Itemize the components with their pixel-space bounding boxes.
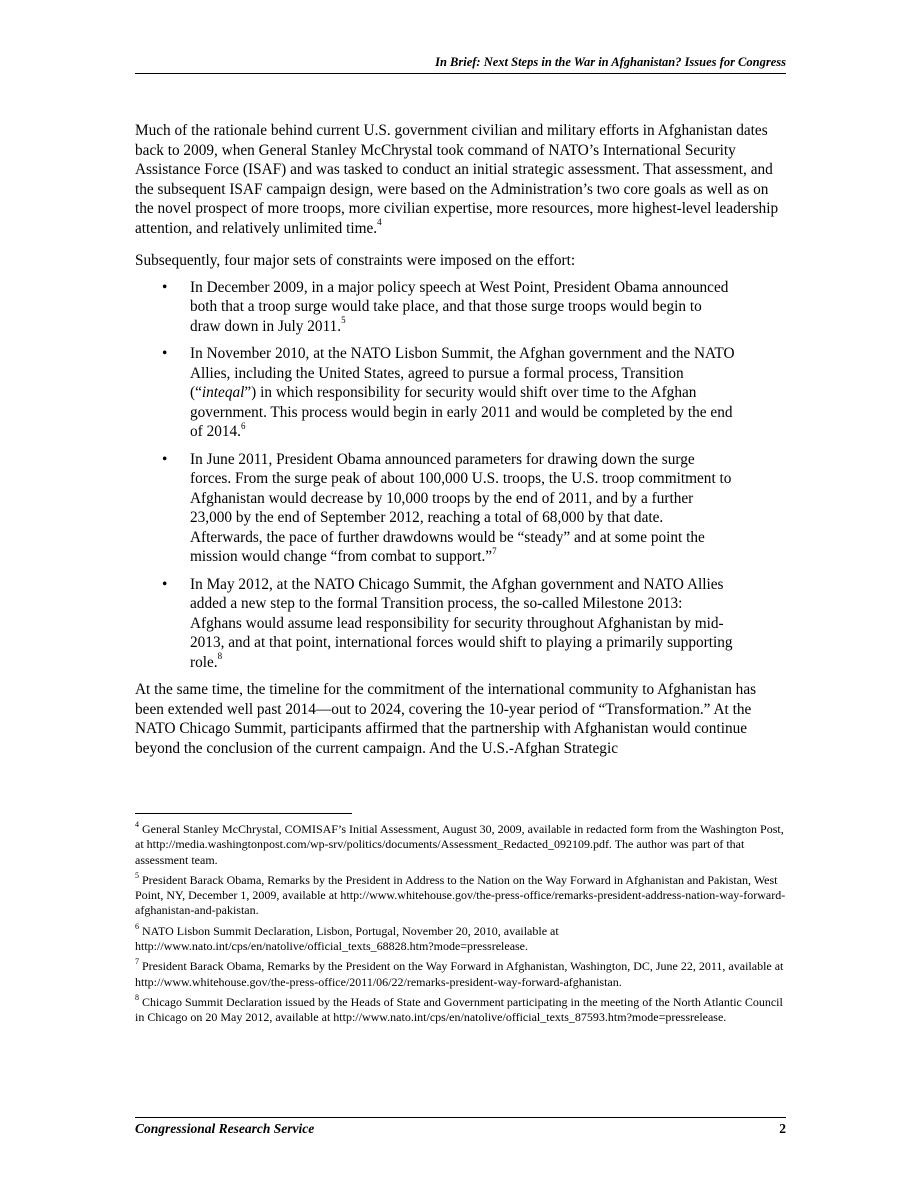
footnote-ref-4[interactable]: 4 [377, 217, 382, 228]
footnote-text: General Stanley McChrystal, COMISAF’s Initial Assessment, August 30, 2009, available in redacted form from the Washington Post, at http://media.washingtonpost.com/wp-srv/politics/documents/Assessment_Redacted_092109.pdf. The author was part of that assessment team. [135, 822, 784, 867]
footnote [135, 992, 786, 1026]
footnote-number: 5 [135, 870, 139, 880]
paragraph-constraints-intro: Subsequently, four major sets of constraints were imposed on the effort: [135, 252, 576, 269]
list-item [135, 278, 736, 337]
footnote-ref-5[interactable]: 5 [341, 315, 346, 326]
bullet-text-italic: inteqal [201, 384, 245, 401]
paragraph-timeline: At the same time, the timeline for the commitment of the international community to Afghanistan has been extended well past 2014—out to 2024, covering the 10-year period of “Transformation.” At the NATO Chicago Summit, participants affirmed that the partnership with Afghanistan would continue beyond the conclusion of the current campaign. And the U.S.-Afghan Strategic [135, 681, 757, 757]
footnotes-section [135, 822, 786, 1031]
footnote-number: 4 [135, 820, 139, 829]
footnote [135, 870, 786, 919]
bullet-text: In December 2009, in a major policy speech at West Point, President Obama announced both that a troop surge would take place, and that those surge troops would begin to draw down in July 2011. [190, 278, 729, 335]
constraints-list [135, 278, 786, 673]
footnote-number: 7 [135, 957, 139, 967]
footer-divider [135, 1117, 786, 1118]
footnote-number: 6 [135, 921, 139, 931]
footnote-number: 8 [135, 992, 139, 1002]
bullet-icon: • [162, 278, 168, 296]
paragraph-rationale-text: Much of the rationale behind current U.S. government civilian and military efforts in Afghanistan dates back to 2009, when General Stanley McChrystal took command of NATO’s International Security Assistance Force (ISAF) and was tasked to conduct an initial strategic assessment. That assessment, and the subsequent ISAF campaign design, were based on the Administration’s two core goals as well as on the novel prospect of more troops, more civilian expertise, more resources, more highest-level leadership attention, and relatively unlimited time. [135, 122, 779, 237]
footnote-ref-6[interactable]: 6 [241, 420, 246, 431]
list-item [135, 344, 736, 442]
bullet-icon: • [162, 575, 168, 593]
footnote [135, 822, 786, 868]
running-header-title: In Brief: Next Steps in the War in Afghanistan? Issues for Congress [435, 55, 786, 69]
footnote-ref-8[interactable]: 8 [217, 651, 223, 662]
list-item [135, 450, 736, 567]
bullet-text: In May 2012, at the NATO Chicago Summit, the Afghan government and NATO Allies added a new step to the formal Transition process, the so-called Milestone 2013: Afghans would assume lead responsibility for security throughout Afghanistan by mid-2013, and at that point, international forces would shift to playing a primarily supporting role. [190, 575, 733, 671]
footnote-text: President Barack Obama, Remarks by the President on the Way Forward in Afghanistan, Washington, DC, June 22, 2011, available at http://www.whitehouse.gov/the-press-office/2011/06/22/remarks-president-way-forward-afghanistan. [135, 959, 784, 989]
footnote-divider [135, 813, 352, 814]
footnote-text: NATO Lisbon Summit Declaration, Lisbon, Portugal, November 20, 2010, available at http://www.nato.int/cps/en/natolive/official_texts_68828.htm?mode=pressrelease. [135, 923, 559, 954]
list-item [135, 575, 736, 673]
bullet-text: ”) in which responsibility for security would shift over time to the Afghan government. This process would begin in early 2011 and would be completed by the end of 2014. [190, 384, 733, 440]
footnote [135, 921, 786, 955]
page-number: 2 [779, 1121, 786, 1136]
bullet-text: In November 2010, at the NATO Lisbon Summit, the Afghan government and the NATO Allies, including the United States, agreed to pursue a formal process, Transition (“ [190, 345, 735, 401]
main-body [135, 121, 786, 758]
footnote-text: President Barack Obama, Remarks by the President in Address to the Nation on the Way Forward in Afghanistan and Pakistan, West Point, NY, December 1, 2009, available at http://www.whitehouse.gov/the-press-office/remarks-president-address-nation-way-forward-afghanistan-and-pakistan. [135, 872, 786, 918]
bullet-text: In June 2011, President Obama announced parameters for drawing down the surge forces. From the surge peak of about 100,000 U.S. troops, the U.S. troop commitment to Afghanistan would decrease by 10,000 troops by the end of 2011, and by a further 23,000 by the end of September 2012, reaching a total of 68,000 by that date. Afterwards, the pace of further drawdowns would be “steady” and at some point the mission would change “from combat to support.” [190, 450, 732, 565]
footnote-ref-7[interactable]: 7 [492, 545, 497, 556]
bullet-icon: • [162, 345, 168, 362]
header-divider [135, 73, 786, 74]
footnote [135, 959, 786, 990]
footer-publisher: Congressional Research Service [135, 1121, 315, 1136]
bullet-icon: • [162, 450, 168, 468]
footnote-text: Chicago Summit Declaration issued by the Heads of State and Government participating in the meeting of the North Atlantic Council in Chicago on 20 May 2012, available at http://www.nato.int/cps/en/natolive/official_texts_87593.htm?mode=pressrelease. [135, 994, 783, 1025]
paragraph-rationale [135, 121, 786, 238]
